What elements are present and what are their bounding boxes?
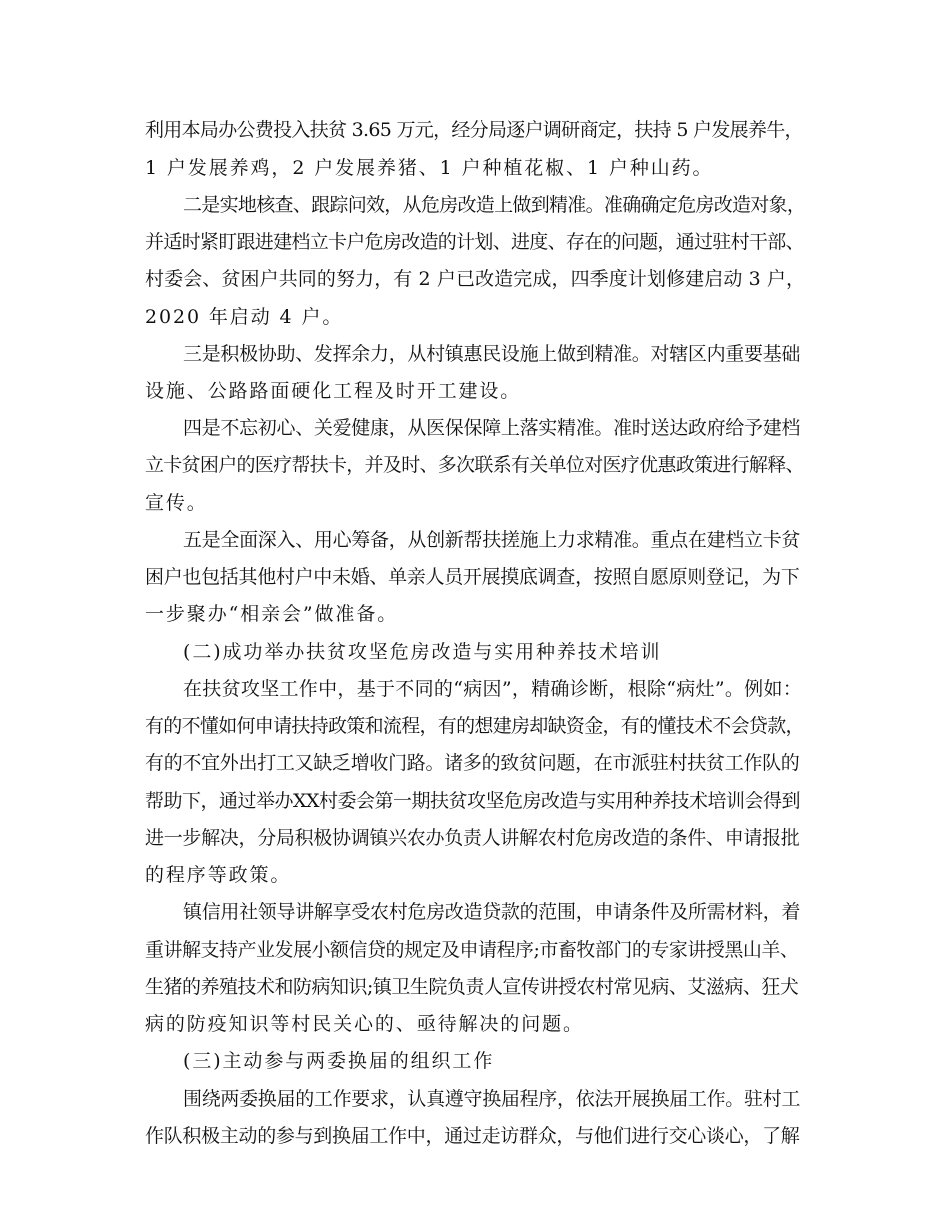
text-line: 病的防疫知识等村民关心的、亟待解决的问题。 xyxy=(145,1013,584,1035)
text-line: 的程序等政策。 xyxy=(145,864,292,886)
text-line: 并适时紧盯跟进建档立卡户危房改造的计划、进度、存在的问题，通过驻村干部、 xyxy=(145,231,804,253)
text-line: 设施、公路路面硬化工程及时开工建设。 xyxy=(145,380,522,402)
text-line: 有的不宜外出打工又缺乏增收门路。诸多的致贫问题，在市派驻村扶贫工作队的 xyxy=(145,752,800,774)
text-line: 生猪的养殖技术和防病知识;镇卫生院负责人宣传讲授农村常见病、艾滋病、狂犬 xyxy=(145,976,799,998)
section-heading: (二)成功举办扶贫攻坚危房改造与实用种养技术培训 xyxy=(183,641,662,663)
text-line: 作队积极主动的参与到换届工作中，通过走访群众，与他们进行交心谈心，了解 xyxy=(145,1125,800,1147)
text-line: 围绕两委换届的工作要求，认真遵守换届程序，依法开展换届工作。驻村工 xyxy=(183,1088,801,1110)
text-line: 立卡贫困户的医疗帮扶卡，并及时、多次联系有关单位对医疗优惠政策进行解释、 xyxy=(145,454,804,476)
text-line: 三是积极协助、发挥余力，从村镇惠民设施上做到精准。对辖区内重要基础 xyxy=(183,343,801,365)
text-line: 二是实地核查、跟踪问效，从危房改造上做到精准。准确确定危房改造对象， xyxy=(183,194,806,216)
section-heading: (三)主动参与两委换届的组织工作 xyxy=(183,1050,495,1072)
text-line: 2020 年启动 4 户。 xyxy=(145,306,344,328)
text-line: 有的不懂如何申请扶持政策和流程，有的想建房却缺资金，有的懂技术不会贷款， xyxy=(145,715,804,737)
text-line: 利用本局办公费投入扶贫 3.65 万元，经分局逐户调研商定，扶持 5 户发展养牛， xyxy=(145,119,803,141)
text-line: 镇信用社领导讲解享受农村危房改造贷款的范围，申请条件及所需材料，着 xyxy=(183,901,801,923)
text-line: 宣传。 xyxy=(145,492,208,514)
text-line: 1 户发展养鸡，2 户发展养猪、1 户种植花椒、1 户种山药。 xyxy=(145,157,714,179)
text-line: 进一步解决，分局积极协调镇兴农办负责人讲解农村危房改造的条件、申请报批 xyxy=(145,827,800,849)
text-line: 一步聚办“相亲会”做准备。 xyxy=(145,603,399,625)
text-line: 四是不忘初心、关爱健康，从医保保障上落实精准。准时送达政府给予建档 xyxy=(183,417,801,439)
text-line: 困户也包括其他村户中未婚、单亲人员开展摸底调查，按照自愿原则登记，为下 xyxy=(145,566,800,588)
text-line: 帮助下，通过举办XX村委会第一期扶贫攻坚危房改造与实用种养技术培训会得到 xyxy=(145,790,801,812)
text-line: 村委会、贫困户共同的努力，有 2 户已改造完成，四季度计划修建启动 3 户， xyxy=(145,268,806,290)
text-line: 五是全面深入、用心筹备，从创新帮扶搓施上力求精准。重点在建档立卡贫 xyxy=(183,529,801,551)
text-line: 在扶贫攻坚工作中，基于不同的“病因”，精确诊断，根除“病灶”。例如： xyxy=(183,678,803,700)
text-line: 重讲解支持产业发展小额信贷的规定及申请程序;市畜牧部门的专家讲授黑山羊、 xyxy=(145,939,799,961)
